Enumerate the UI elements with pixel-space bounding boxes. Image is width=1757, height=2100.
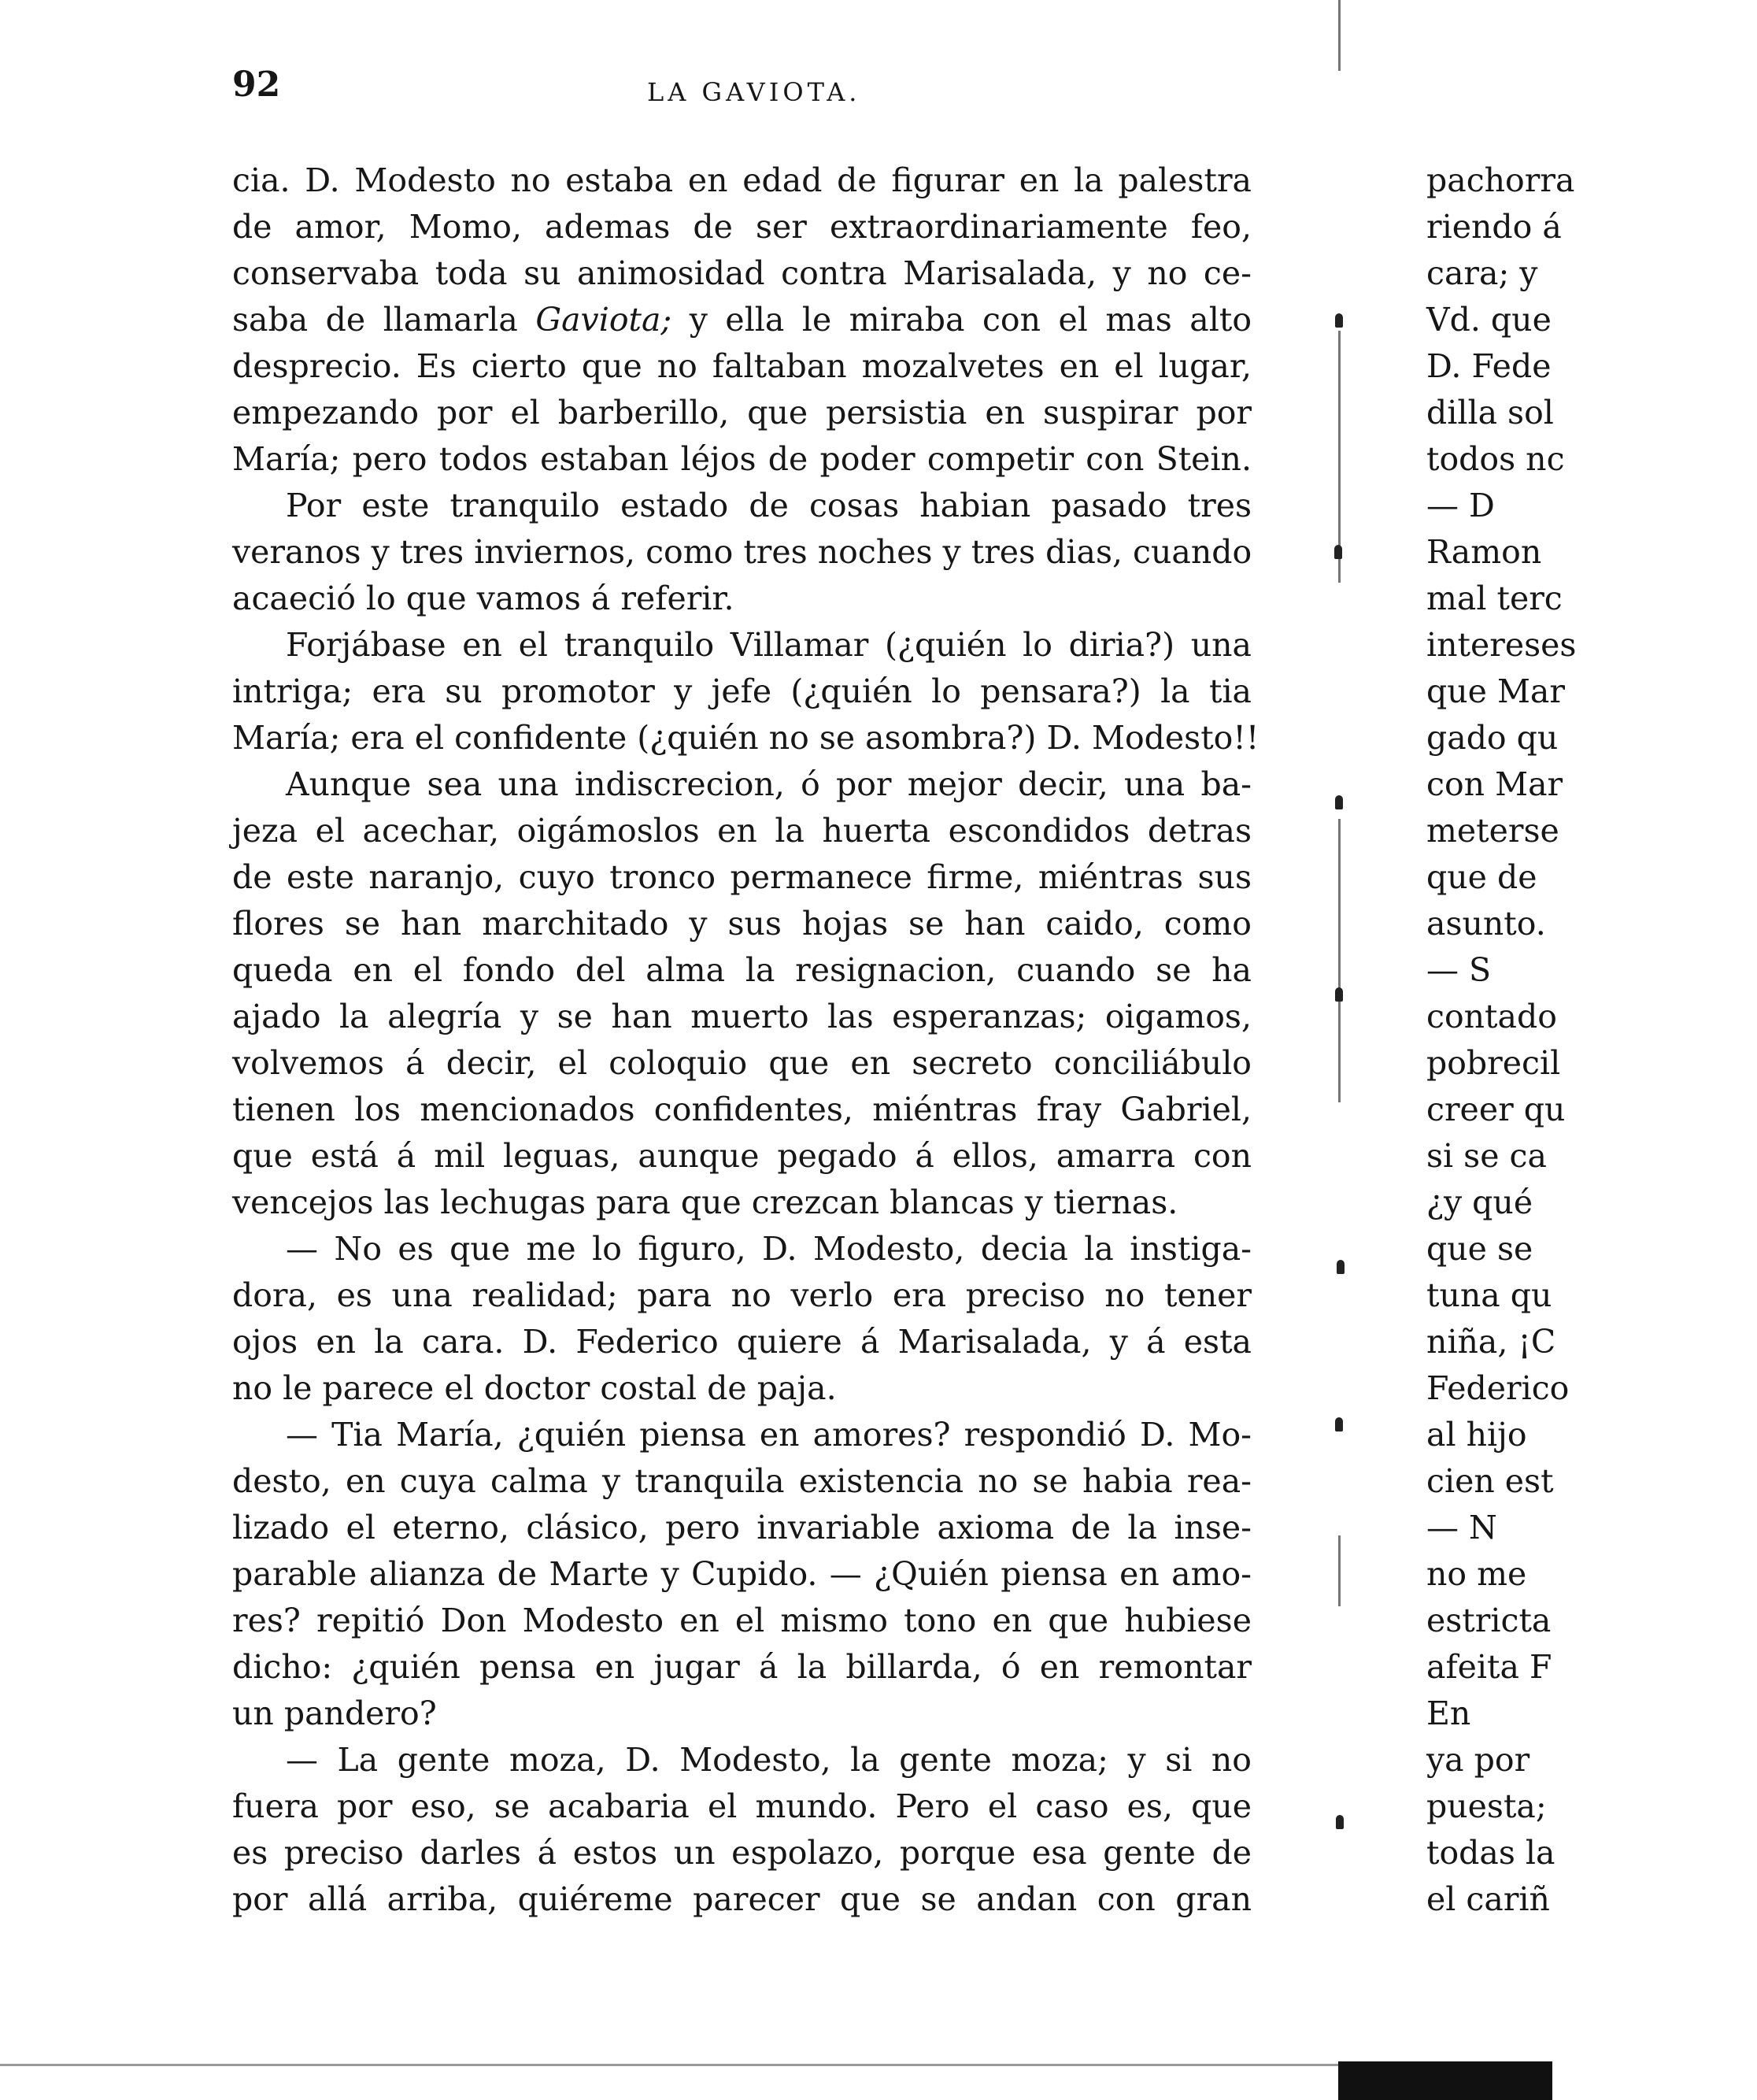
text-line-fragment: al hijo — [1426, 1416, 1527, 1454]
running-head: LA GAVIOTA. — [647, 77, 861, 107]
text-line: no le parece el doctor costal de paja. — [232, 1369, 837, 1407]
text-line: — La gente moza, D. Modesto, la gente moza; y si no — [286, 1741, 1252, 1779]
text-line-fragment: con Mar — [1426, 765, 1563, 803]
gutter-fleck — [1334, 545, 1342, 559]
text-line-fragment: — S — [1426, 951, 1492, 989]
text-line: lizado el eterno, clásico, pero invariable axioma de la inse- — [232, 1509, 1252, 1546]
text-line: conservaba toda su animosidad contra Marisalada, y no ce- — [232, 254, 1252, 292]
text-line: es preciso darles á estos un espolazo, porque esa gente de — [232, 1834, 1252, 1872]
text-line: Aunque sea una indiscrecion, ó por mejor decir, una ba- — [286, 765, 1252, 803]
text-line: parable alianza de Marte y Cupido. — ¿Quién piensa en amo- — [232, 1555, 1252, 1593]
text-line: ajado la alegría y se han muerto las esperanzas; oigamos, — [232, 998, 1252, 1035]
text-line: queda en el fondo del alma la resignacion, cuando se ha — [232, 951, 1252, 989]
text-line-fragment: Vd. que — [1426, 301, 1552, 339]
text-line-fragment: cara; y — [1426, 254, 1538, 292]
text-line: tienen los mencionados confidentes, miéntras fray Gabriel, — [232, 1091, 1252, 1128]
text-line: flores se han marchitado y sus hojas se han caido, como — [232, 905, 1252, 943]
text-line: de este naranjo, cuyo tronco permanece firme, miéntras sus — [232, 858, 1252, 896]
text-line: dora, es una realidad; para no verlo era preciso no tener — [232, 1276, 1252, 1314]
right-page-fragment — [1426, 0, 1577, 2100]
text-line-fragment: si se ca — [1426, 1137, 1547, 1175]
text-line-fragment: D. Fede — [1426, 347, 1552, 385]
text-line: cia. D. Modesto no estaba en edad de figurar en la palestra — [232, 161, 1252, 199]
page-number: 92 — [232, 65, 281, 105]
left-page-text — [232, 157, 1259, 1923]
text-line-fragment: que de — [1426, 858, 1537, 896]
text-line: acaeció lo que vamos á referir. — [232, 580, 734, 617]
text-line: ojos en la cara. D. Federico quiere á Marisalada, y á esta — [232, 1323, 1252, 1361]
text-line-fragment: todos nc — [1426, 440, 1565, 478]
text-line: desto, en cuya calma y tranquila existencia no se habia rea- — [232, 1462, 1252, 1500]
text-line-fragment: que se — [1426, 1230, 1533, 1268]
text-line: que está á mil leguas, aunque pegado á ellos, amarra con — [232, 1137, 1252, 1175]
gutter-mark — [1338, 0, 1341, 71]
italic-word: Gaviota; — [535, 301, 672, 339]
text-line-fragment: ya por — [1426, 1741, 1530, 1779]
text-line-fragment: no me — [1426, 1555, 1527, 1593]
text-line-fragment: el cariñ — [1426, 1880, 1550, 1918]
page-gutter — [1338, 0, 1356, 2100]
text-line-fragment: estricta — [1426, 1602, 1552, 1639]
text-line: volvemos á decir, el coloquio que en secreto conciliábulo — [232, 1044, 1252, 1082]
gutter-fleck — [1336, 1815, 1344, 1829]
text-line: — No es que me lo figuro, D. Modesto, decia la instiga- — [286, 1230, 1252, 1268]
right-page-text — [1426, 157, 1757, 1923]
text-line-fragment: mal terc — [1426, 580, 1563, 617]
gutter-fleck — [1335, 313, 1343, 328]
text-line-fragment: afeita F — [1426, 1648, 1552, 1686]
text-line-fragment: pachorra — [1426, 161, 1575, 199]
text-line: intriga; era su promotor y jefe (¿quién lo pensara?) la tia — [232, 672, 1252, 710]
text-line: María; pero todos estaban léjos de poder competir con Stein. — [232, 440, 1252, 478]
text-line-fragment: En — [1426, 1694, 1471, 1732]
text-line-fragment: creer qu — [1426, 1091, 1566, 1128]
text-line-fragment: ¿y qué — [1426, 1183, 1533, 1221]
text-line: — Tia María, ¿quién piensa en amores? respondió D. Mo- — [286, 1416, 1252, 1454]
text-line: un pandero? — [232, 1694, 437, 1732]
gutter-fleck — [1335, 795, 1343, 809]
text-line-fragment: cien est — [1426, 1462, 1554, 1500]
text-line: de amor, Momo, ademas de ser extraordinariamente feo, — [232, 208, 1252, 246]
text-line: Por este tranquilo estado de cosas habian pasado tres — [286, 487, 1252, 524]
gutter-fleck — [1335, 1417, 1343, 1431]
text-line-fragment: meterse — [1426, 812, 1559, 850]
text-line: Forjábase en el tranquilo Villamar (¿quién lo diria?) una — [286, 626, 1252, 664]
text-line-fragment: dilla sol — [1426, 394, 1554, 431]
text-line: dicho: ¿quién pensa en jugar á la billarda, ó en remontar — [232, 1648, 1252, 1686]
page-bottom-rule — [0, 2064, 1338, 2066]
text-line-fragment: puesta; — [1426, 1787, 1547, 1825]
text-line-fragment: que Mar — [1426, 672, 1565, 710]
gutter-fleck — [1335, 987, 1343, 1002]
text-line-fragment: tuna qu — [1426, 1276, 1552, 1314]
text-line-fragment: todas la — [1426, 1834, 1555, 1872]
text-line-fragment: gado qu — [1426, 719, 1559, 757]
text-line-fragment: asunto. — [1426, 905, 1546, 943]
text-line: saba de llamarla Gaviota; y ella le miraba con el mas alto — [232, 301, 1252, 339]
text-line-fragment: — D — [1426, 487, 1495, 524]
text-line-fragment: intereses — [1426, 626, 1577, 664]
text-line: res? repitió Don Modesto en el mismo tono en que hubiese — [232, 1602, 1252, 1639]
text-line: desprecio. Es cierto que no faltaban mozalvetes en el lugar, — [232, 347, 1252, 385]
text-line-fragment: Ramon — [1426, 533, 1542, 571]
text-line-fragment: riendo á — [1426, 208, 1562, 246]
text-line: vencejos las lechugas para que crezcan blancas y tiernas. — [232, 1183, 1178, 1221]
page-bottom-shadow — [1338, 2061, 1552, 2100]
text-line-fragment: niña, ¡C — [1426, 1323, 1556, 1361]
text-line: fuera por eso, se acabaria el mundo. Pero el caso es, que — [232, 1787, 1252, 1825]
gutter-mark — [1338, 1535, 1341, 1606]
text-line-fragment: contado — [1426, 998, 1557, 1035]
text-line-fragment: pobrecil — [1426, 1044, 1561, 1082]
text-line-fragment: Federico — [1426, 1369, 1570, 1407]
text-line: por allá arriba, quiéreme parecer que se andan con gran — [232, 1880, 1252, 1918]
text-line: veranos y tres inviernos, como tres noches y tres dias, cuando — [232, 533, 1252, 571]
gutter-fleck — [1337, 1260, 1345, 1274]
gutter-mark — [1338, 819, 1341, 1102]
text-line: María; era el confidente (¿quién no se asombra?) D. Modesto!! — [232, 719, 1259, 757]
text-line: jeza el acechar, oigámoslos en la huerta escondidos detras — [232, 812, 1252, 850]
text-line: empezando por el barberillo, que persistia en suspirar por — [232, 394, 1252, 431]
text-line-fragment: — N — [1426, 1509, 1497, 1546]
